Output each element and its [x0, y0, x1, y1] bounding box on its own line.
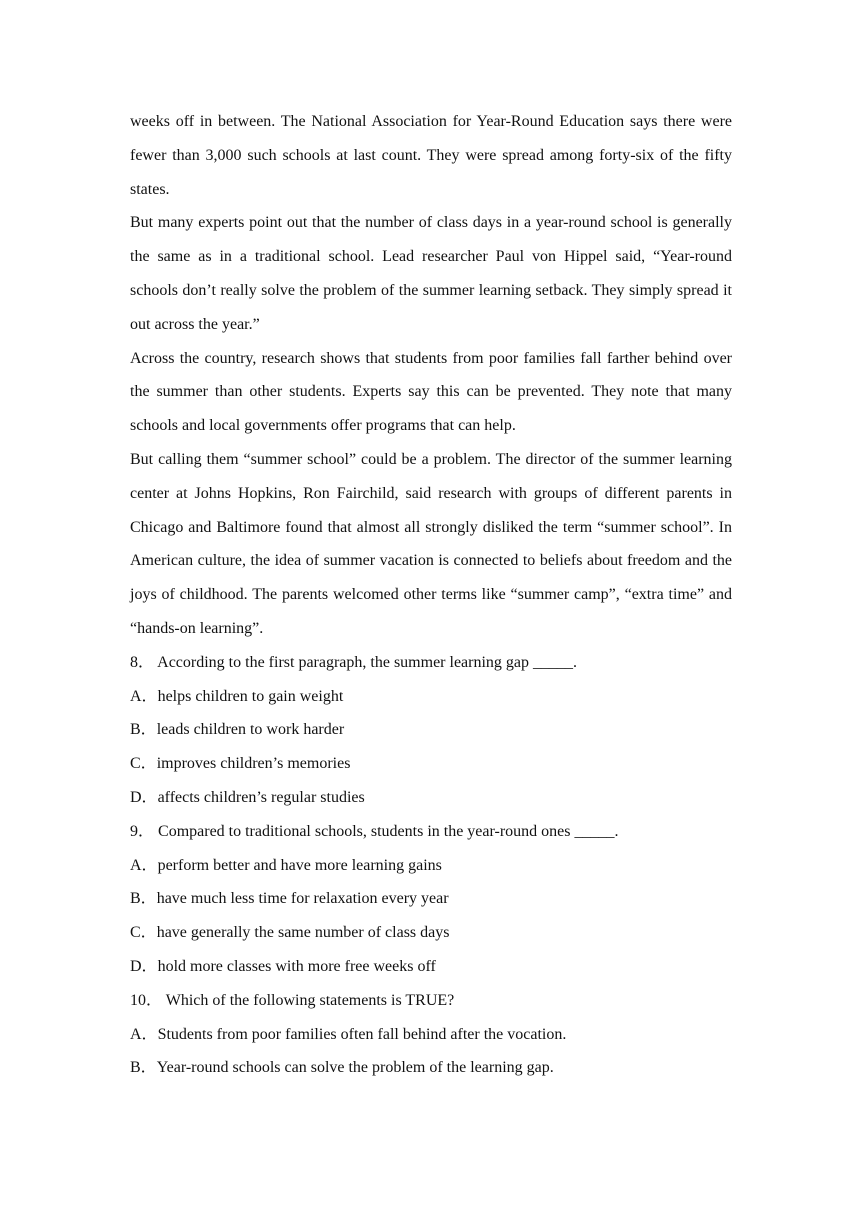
option-letter: D． — [130, 788, 158, 806]
answer-option — [130, 713, 732, 747]
answer-option — [130, 916, 732, 950]
question-8 — [130, 646, 732, 815]
question-number: 8． — [130, 653, 155, 671]
option-letter: A． — [130, 856, 158, 874]
question-text: Compared to traditional schools, students in the year-round ones _____. — [158, 822, 619, 840]
question-9 — [130, 815, 732, 984]
option-letter: B． — [130, 721, 157, 739]
question-stem — [130, 815, 732, 849]
passage-paragraph: But many experts point out that the number of class days in a year-round school is generally the same as in a traditional school. Lead researcher Paul von Hippel said, “Year-round schools don’t really solve the problem of the summer learning setback. They simply spread it out across the year.” — [130, 214, 732, 333]
option-text: improves children’s memories — [156, 755, 351, 773]
answer-option — [130, 950, 732, 984]
option-text: have generally the same number of class days — [156, 924, 450, 942]
question-number: 9． — [130, 822, 155, 840]
option-letter: A． — [130, 1025, 158, 1043]
answer-option — [130, 680, 732, 714]
question-number: 10． — [130, 991, 163, 1009]
question-text: Which of the following statements is TRUE? — [165, 991, 455, 1009]
answer-option — [130, 882, 732, 916]
answer-option — [130, 747, 732, 781]
answer-option — [130, 1018, 732, 1052]
option-text: perform better and have more learning gains — [157, 856, 442, 874]
option-text: have much less time for relaxation every year — [156, 890, 449, 908]
passage-paragraph: Across the country, research shows that students from poor families fall farther behind over the summer than other students. Experts say this can be prevented. They note that many schools and local governments offer programs that can help. — [130, 349, 732, 435]
answer-option — [130, 781, 732, 815]
passage-paragraph: weeks off in between. The National Association for Year-Round Education says there were fewer than 3,000 such schools at last count. They were spread among forty-six of the fifty states. — [130, 113, 732, 198]
question-text: According to the first paragraph, the summer learning gap _____. — [157, 653, 578, 671]
option-text: helps children to gain weight — [157, 687, 344, 705]
option-letter: B． — [130, 890, 157, 908]
option-letter: C． — [130, 755, 157, 773]
question-stem — [130, 646, 732, 680]
option-letter: D． — [130, 957, 158, 975]
option-text: leads children to work harder — [156, 721, 345, 739]
option-text: hold more classes with more free weeks off — [157, 957, 436, 975]
option-letter: C． — [130, 924, 157, 942]
question-10 — [130, 984, 732, 1085]
option-letter: A． — [130, 687, 158, 705]
passage-paragraph: But calling them “summer school” could be a problem. The director of the summer learning center at Johns Hopkins, Ron Fairchild, said research with groups of different parents in Chicago and Baltimore found that almost all strongly disliked the term “summer school”. In American culture, the idea of summer vacation is connected to beliefs about freedom and the joys of childhood. The parents welcomed other terms like “summer camp”, “extra time” and “hands-on learning”. — [130, 450, 732, 637]
option-text: Students from poor families often fall behind after the vocation. — [157, 1025, 567, 1043]
question-stem — [130, 984, 732, 1018]
document-page — [130, 105, 732, 1085]
option-letter: B． — [130, 1059, 157, 1077]
answer-option — [130, 849, 732, 883]
option-text: affects children’s regular studies — [157, 788, 365, 806]
option-text: Year-round schools can solve the problem of the learning gap. — [156, 1059, 554, 1077]
answer-option — [130, 1051, 732, 1085]
